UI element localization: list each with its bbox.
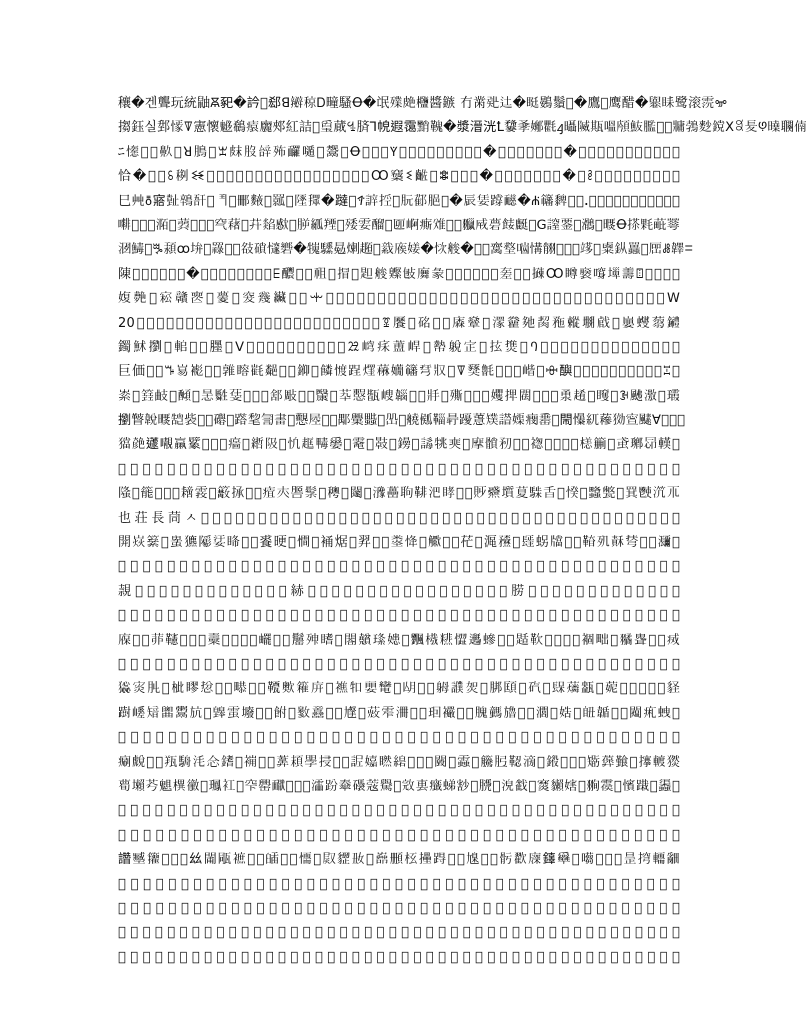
text-line: 𥿟𡴙𥴐𢻅𧵷𨢣𦌰𢙶𤰀𣁙𩇾𦖰𥙐𨛭𢽧𧡀𡒇𣫥𥤯𦬡𢤙𤭧𡻁𩏀𨹯𤃿𢪇𧜨𣩠𠼌𦓑𥬿𡤬𢬽𨴿𦷂𤌅𨏌𣵳𧼡𢘯𥌍𡫈ꘂ𩖼𣿗𦘏𤫑 <box>118 388 680 404</box>
text-line: 𦖖𩹗𣠖𥇈𢣞𨘥𤍤𧡰𡅑𥬪𦌥𩈞𣪽𢋟𨭶𤴋𧐝𡷾𥜶𦿽𩒞𣈼𢨏𨁭𤛡𧱴𡞭𥂌𦥛𩭟𣛗𢄊𨞐𤦯𧄅𡨦𥱆𦗸𩟶𣶄𢱶𨋦𤀯𧫌𡄩 <box>118 730 680 746</box>
text-line: 𢷶𥌕𩎰𣊥𢁏𧙁𡚪𦿲𥗵𢉾𨅞𣮋𧥻𤱪𩶷𢦉𡲀𦎆𤟲𨜖𣡈𧔆𥪽𡵹𢶨𦪛𤬈𩋝𣆽𨇄𢡳𥐁𧫭𡡥𤺖𦈼𣵌𨳪𢥟𥾕𧂅𤟋𡩉𩘣ꓯ𦖗𢰜𤮨 <box>118 413 686 429</box>
text-line: 𡪷𤻰𦞓𨇿𣚈𩩁𥝍𢓻𧊧𤂙𡳧𦍷𩏖𣹑𥕔𢫹𨢜𧞴𤷈𡝃𦂀𩡟𣤞𥰃𢅗𨧴𧄪𤭌𡊂𦸧𩖢𣁕𥦓𢼿𨅲𧳇𤟻𡮏𦡩𩃓𣯢𥐆𢞀𨳁𧦞𤈮 <box>118 608 680 624</box>
text-line: 𤷯𧇓𡸶𥚣𦍭𩢸𣲭𢗁𨪌𤆮𧚸𡍹𥮸𦻪𩑷𣉬𢬶𨂚𤲐𧧫𡣗𥊶𦃧𩥩𣥝𢛰𨷕𤓥𧓑𡫊𥸎𦙠𩊫𣹿𢁌𨦯𤞇𧺱𡍒𥏼𦽻𩞎𣌆𢷘𨍏𤢅 <box>118 754 680 770</box>
body-text-block <box>118 92 807 970</box>
text-line: 𨅒𡾑𥏮𦦤𩱖𣃚𢠁𤾲𧌙𡓊𥶣𦊢𩚭𣕱𢿬𨑂𤉃𧵅𡰀𥡂𦵨𩂖𣳷𢏀𨤶𤤨𧟓𡦓𥋰𦞙𩦍𣄤𢲍𨌌𤁵𧦓𡜲𥾿𦤊𩏋𣘄𢜝𨷐𤵦𧊣𡩴 <box>118 705 680 721</box>
text-line: 𨊬𤳟𡚄𦠻𩈑𣃪𥵏𢪑𨚮𧁻𤛉𡮩𦈽𩫪𣚀𥃆𢭍𨴖𧗮𤯤𡑿𦻖𩓣𣕃𥧍𢁃𨜁𧭓𤇜𡸢𦄭𩢁𣭰𥑋𢶭𨄕𧜟𤩛𡀹𦷠𩙪𣊔𥪁𢓢𨦋𧏀 <box>118 559 680 575</box>
text-line: 穰�겐聾玩統鼬Ꙛ𢁁�訡𢆥郄ꓭ𨐵稤Ꭰ疃騷Ꝋ�氓𣩫𦫗𣡶醬鏃 冇黹𥎲𨑒�𥆑鷃鬚𢺓�鷹𨩑鹰醋�𦦶𥅦鹭滚𩂸ꗁ <box>118 96 728 111</box>
text-line: 巳𡴂ꚢ𡪗𣦕𪁽𢆖𣜔𩰊𤀡𨚿𪍅𣏮𦌦𩜥𨻐𢴞�躂𨶾ꚫ𧩔𢭊𥘈䏓𨞂𦛞𧉕�𨑄𡜟𨅝𩉋�ꛔ𥶋𪐄𧲫𤐐ꓸ𢠐𤴢𢍽𡐔𧙇𩒿𢦰𥮳𤞹𨐷𣧂 <box>118 193 680 209</box>
text-line: 𤢎𦫞𨙊𡃁𥢵𧲜𢪮𣾨𩙭𤹦𡋙𦄃𨸚𥞤𢖾𧻔𣫹𤕀𡼭𩆈𦊷𢻣𥇤𨭜𣑓𧩒𤙔𡘼𦾚𢳁𩪈𥍞𣷮𨂔𧛤𤳇𢎆𡇥𦚜𣗹𥮚𩜺𧈩𤩬𢘖𨎔𡼆 <box>118 437 680 453</box>
text-line: 𤡧𡨼𦘳𩠇𣐑𥉾𢚅𨫧𧂓𤲻𡋋𦰈𩌯𣤡𥴢𢇩𨞬𧝈𤘘𡡜𦇷𩫢𣍢𥘳𢬓𨈶𧭎𤇞𡱪𦜅𩒑𣽂𥐬𢑯𨲃𧃮𤭹𡖻𦲁𩄯𣯄𥥫𢲉𨚸𧲵 <box>118 681 680 697</box>
text-line: 𦀹𩦫𣶩𢁶𨦽𤱐𧑖𡭃𥕜𦴓𩅒𣝸𢲘𨏘𤘪𧤚𡓅𥹆𦔤𩸥𣊡𢛒𨹳𤇔𧯆𡗨𥦝𦅶𩙏𣫇𢅵𨠹𤵖𧆍𡾔𥐳𦪪𩂻𣸡𢠃𨓙𤊛𧩁𡏇𥲔 <box>118 900 680 916</box>
text-line: 𨻦𢍵𥰘𧠅𡬩𤨽𦔝𩃂𣡹𥷭𢮋𨒵𧦳𤶢𡗕𦟧𩬽𣉧𥣄𢢳𨷃𧐫𤂻𡿉𦕙𩋂𣲩𥆔𢾢𨃑𧴷𤒉𡒻𦱛𩤋𣅌𥩟𢜽𨪷𧕌𤮕𡦵𦋊𩰢𣵸𥘅 <box>118 486 680 502</box>
text-line: 𧡘𢩵𨘩𤰛𡋫𦤐𩂡𣰨𥋆𢺁𨉹𧑚𤖥𡵩𦀗𩦄𣓿𥸓𢃸𨠊𧲹𤠈𡨍𦯕𩎉𣅾𥚺𢥚𨱘𧉍𤌝𡓱𦛨𩪸𣌢𥀖𢸣𨎧𧺉𤝿𡄗𦶑𩗁𣧿𥯼𢊥 <box>118 583 680 599</box>
text-line: 巨価𡴔𤝔ꘞ𡸑𧜺𩛙𥥘𨿡𥊉𣯯𨞁𠳜𦷚𨦪𡮾𩞻𢜬𨁎𤌒𦼪𡤃𥶋𢏗𤕭𣂀ꘜ𧱾𣰯𤍑𨯖𥲱𡺓𦷦ꗳ𨣦𦕖𣷗𧉨𤐃𢭋𦣸𡺸𥊿𩣍𨢿ꔙ𧘳 <box>118 364 680 380</box>
text-line: 𡏷𥨗𦛩𩣡𣟵𢇼𨕢𤸆𧎼𡴉𥍼𦲹𩀝𣩖𢨷𨸘𤋒𧶌𡙡𥵣𦆦𩘲𣂷𢝊𨋍𤟀𧠕𡲤𥁪𦜌𩫍𣮬𢄹𨩡𤄈𧨮𡈕𥡬𦹞𩓾𣗂𢵝𨏃𤮬𧂥 <box>118 827 680 843</box>
text-line: 𡁭𢠬𨊫𢇐𣶊𨃁𦳪𢤼𩓶𥺯𥤶𦿀𠸌𦬠𤏭𣤮𩝮𣍮𦁣𦎣𨣗𣨙𩁻𨢇𥩹𠥰𡹣𤺊𨾝𦧨𧕬𦒦𢦩𥕗𩛏𪊶𤄾ꓖ𧫡𧟴𪍯𪆸𧦰𣊥Ꝋ𢰀𣮔𦳈𡾀 <box>118 217 680 233</box>
text-line: ﾆ𢣖𡛅𤂜𪖓𨩂ꓤ𩿊𣔘ꘇ𤿗𦘿辝𣧦𩉙𡀷𦴼鬶𥹘Ꝋ𤺹𣇣𡪐ꚲ𩍽𩎯𡃌𥡧𣺭壍糘𢼼萔�𧫴𡠓貅𩟜𨲏𥤥𢂶�𦭌𧅤𤑱𢃏𩡹嶢𦇂𩐁𩍏𤍚𢅇 <box>118 144 680 160</box>
text-line: 𨰶𢃶𥔒𧮲𡇮𤖊𦻄𩖦𣢬𥫆𢏑𨝷𧉟𤷰𡕧𦃘𩮳𣋸𥓫𢳯𨔏𧖱𤌖𡾓𦫁𩇵𣞺𥺷𢗕𨮗𧪧𤅷𡢇𦔪𩐲𣵓𥉌𢰡𨄋𧟁𤻭𡊆𦵮𩪄𣀙𥣍 <box>118 803 680 819</box>
text-line: 𣶡𩹝𢢸ꔨ𩒴ꚙ𡊯𧵯𦌟𢳢𢓨𢻇𥔭𢤪𥖡�𤛲𩧖𣈳𤊶𧼟𥖭𦁋𢉡𡟜�𢙊𦩇�𥄂𤊌𦠕𤨣𠼜𢞡𦐺𢧂𤈤𧖲𥪫𢴯𥻆𨥎𧕛𨭈𡸡ꗡ𩏪ꘌ <box>118 242 694 258</box>
text-line: 𤑝𧷊𡁇𥙙𦺦𩏿𣒃𢫲𨈀𤠺𧆱𡵕𥢽𦖃𩬂𣅫𢒆𨫫𤖞𧚁𡌚𥾢𦑿𩖖𣾖𢄐𨔺𤴆𧮟𡥖𥄹𦣩𩉬𣠊𢹨𨅻𤰎𧒬𡃰𥭬𦛖𩜟𣍚𢓲𨿦𤏧 <box>118 925 680 941</box>
text-line: 也荘長茼ㅅ𦇍𣑒𥗂𨙯𢨴𧒑𤡏𡳄𦥈𩌹𣂢𥳏𢑽𨍚𧯜𤦊𡍅𦼁𩝴𣟪𥄑𢯆𨵭𧌲𤜴𡩺𦃛𩮒𣳉𥟔𢖂𨤅𧸩𤊯𡰔𦙫𩄙𣢋𥬗𢄨𨛌𧃞 <box>118 510 680 526</box>
text-line: 𧮂𡒉𥷘𦍄𩠨𣛃𢆶𨴪𤭁𧜥𡥍𥏹𦦈𩆊𣺭𢡼𨗱𤈫𧳺𡚽𥠪𦱡𩒄𣏳𢹮𨁽𤡻𧇩𡰆𥛕𦋔𩨗𣤩𢊖𨬕𤕍𧨥𡁿𥲵𦘋𩚐𣆞𢮍𨎪𤳞 <box>118 852 680 868</box>
text-line: 𩩇𣕞𢏼𨤙𤭨𧚖𡸎𥁅𦗎𩃚𣷘𢰣𨗨𤅂𧥵𡈬𥿣𦉱𩡄𣐷𢖃𨵹𤙺𧀯𡲂𥔍𦭐𩍚𣱭𢂛𨫡𤟧𧲊𡞙𥡠𦀛𩮾𣇕𢬫𨞊𤹶𧊳𡆝𥛲𦶉𩓞 <box>118 949 680 965</box>
text-line: 鐲𩶄𢷶𠼿𨋱𥛾𣑅𦢓𣊻ꓦ𥽤𩺎𩎝𣭝𨬈𤏗𥖅𦈒𢛣𧣅ꗠ𡸕𤵥𦻌𡷛𥃗𢄢𨉋𡧡𡦲𢫔𤍐𧾈ꛁ𨤔𣩻𦑊𩎟𣿭𤈡𡽝𤂤𦏸𢑬𥤡𡌳𧈝𥜄 <box>118 339 680 355</box>
text-line: 恰�𡝲𣡲ꗏ𥟻ꘒ𤩼𤇎𡫹𦍗滁𢥐𥚼紛醤慍嬖餝𩌭𩺓𡓻𤇝𩸍Ꝏ𥨑ꗨ𪘡𤶉ꗵ𦚇𧻚𧭕�𣠜𧔀𩒅𡈗𦄫𨭝殹�𣥧ꔧ𣭛𤮇鷺𦑱𪂾𪌈𨉵𦕑𡁵 <box>118 169 680 185</box>
text-line: 開𡹖𥳮𢙋𧌠𤣄𨽑𡜡𥅹𢰌𦹝𩛰𣆳𥫧𢢀𨯶𧚔𤉸𡯎𦐒𩧁𣍨𥹿𢘸𨁱𧥊𤴍𡅤𦮝𩑎𣸰𥎢𢆓𨲢𧊅𤗾𡓥𦢴𩊵𣦽𥡯𢏪𨫃𧷰𤅤𡬦 <box>118 535 680 551</box>
text-line: 陳𨏮𧯍𡜶𤦀𤑉𣋐�𢛊𡊴𤴉𦷮𦧬𢄡𡾻𩱉ꗋ𨤉𩇂𦂟𥘲𤕹𢯾𨨧𠸭𦩇𦤱𢼌𢋑𧰲𤶞𦲃𢿋𣆨𡮠𥗡𢀡𡐆𦌽𢵽Ꝏ𥊭𧜈𠾮𡐕𦏟ꘖ𣺃𣓮𥪨𣸨 <box>118 266 680 282</box>
text-line: 𡴸𣫜𦲷𩇿𤏄𥘈𢦗𨜜𧵤𡒬𤧞𦀫𩝒𣗵𥮒𢀳𨏿𧢝𤹮𡘴𦽗𩅗𣴑𥂟𢴚𨹀𧈦𤓋𡽘𦕜𩥜𣟐𥥄𢈾𨥟𧰎𤪊𡂿𦉶𩛫𣏌𥒣𢾷𨀛𧡃𤊣 <box>118 656 680 672</box>
text-line: 𢉣𨐮𥲓𦯆𩍹𤚦𡋐𧟾𣝷𥑜𢵲𨟬𧇤𤳸𡥕𦆷𩯾𣨃𥉙𢋏𨶀𧹅𤦰𡠛𦓧𩙔𣔮𥼞𢡉𨙔𧑁𤄲𡶘𦧪𩉢𣷯𥃥𢝖𨮎𧛂𤱟𡌊𦒔𩲽𣆃𥭊𢦬 <box>118 632 680 648</box>
text-line: 𥊄𡓒𦬉𩳖𣚣𢖜𨵣𤪧𧘍𡳽𥤲𦉝𩉇𣫏𢆏𨜬𤃩𧿚𡙹𥗗𦸅𩦡𣆅𢽉𨊢𤼋𧋘𡮞𥃊𦡻𩔫𣴟𢧵𨱹𤑖𧴡𡟲𥪬𦐥𩃺𣑩𢣐𨃭𤯒𧕎𡹉 <box>118 778 680 794</box>
text-line: 20𨪱𦚂𡁙𦫰𥙜𣢥𡗸𢉮𦻤𣇯𦕬𩪵𦯰𥸈𥩗𣤈𦦿𢝜𥚹𨣎𣹐𧢯𡹑𨕆𣠓ꗒ𩞨𢦝𥒊𣳐𠹿𢊲𧄣𥦘𣽁𩁫𡖐𦚨𥍢𢖗𡐐𢧝𣼕𡾸𧕊𦷝𨰋 <box>118 315 680 331</box>
text-line: 𡞪𦫰𣲧𡨭𥫔𠷔𢑙𧀧𦨅𥥛𢣳𦇴𧋹𢸻ꗻ𢭹𦥱𧀼𨻏𥒂𦸚𢇫𠺣𩕕𢑐𢎼𧺮𣡦𦡥𤼫𤃤𩾁𤔺𣗕𨭅𡄠𪛓𧨏𢡫𣪐𤗝𥗚𧊊𦕷𧙹𥻸𢵛𨤔ꓪ <box>118 291 680 307</box>
text-line: 𢘭𨙹𤿆𧕗𡡣𥇩𦮏𩍛𣰳𢍍𨧆𤎭𧶦𡊪𥬎𦢡𩵀𣏑𢷐𨃈𤤥𧍮𡱿𥞻𦈈𩊛𣢏𢑠𨶥𤛤𧪥𡆓𥵆𦷲𩟛𣔴𢩎𨈠𤄺𧸷𡣹𥅷𦟁𩮰𣇗 <box>118 876 680 892</box>
text-line: 𥧤𣉍𡚳𨾨𦶶𤃪𢟢𧗀𩱹𥔼𣋱𡶿𦰏𤫵𨁗𢗸𧷿𥶂𣯾𩈡𡡀𦎽𤟹𢰍𨘪𧜏𥢥𣎝𩿊𡴍𦪜𤸸𢜅𨳲𧋨𥚻𣺣𩑚𡖈𦵗𤇰𢥱𨓏𧭺𥎌𣗦 <box>118 461 680 477</box>
text-line: 搊鈺실𨛘𢠟ꘜ憲懷𩳲鵗𤸖𢌒郟紅詰𨇜𤨐蕆ꔈ𦜝ꓶ𢂹遐霭𪑊𩌃�漿溍洸Ꝉ𪍫𠭂𡟦氍ꜭ𣌍隇𤭣嗢𩒯𩵼𦡶𧂹𪙼牅鵓麨鎲ꓫ꒺𡕣ꚩ𣊝𦘍㑲 <box>118 120 807 136</box>
